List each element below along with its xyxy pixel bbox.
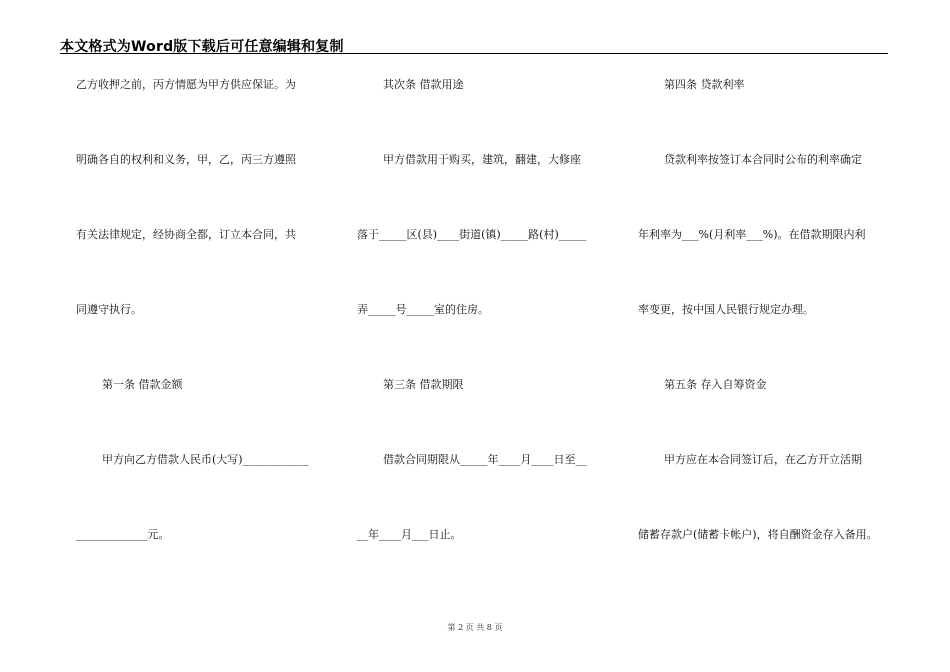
column-2-heading-article-3: 第三条 借款期限: [383, 378, 464, 391]
column-2-line-6: 借款合同期限从_____年____月____日至__: [383, 453, 587, 466]
document-header-title: 本文格式为Word版下载后可任意编辑和复制: [60, 39, 344, 55]
column-2-line-2: 甲方借款用于购买，建筑，翻建，大修座: [383, 153, 581, 166]
column-1-line-7: _____________元。: [76, 528, 170, 541]
column-3-line-7: 储蓄存款户(储蓄卡帐户)，将自酬资金存入备用。: [638, 528, 878, 541]
column-2-line-4: 弄_____号_____室的住房。: [357, 303, 489, 316]
column-2-heading-article-2: 其次条 借款用途: [383, 78, 464, 91]
column-1-line-4: 同遵守执行。: [76, 303, 142, 316]
column-1-line-3: 有关法律规定，经协商全都，订立本合同，共: [76, 228, 296, 241]
column-2-line-3: 落于_____区(县)____街道(镇)_____路(村)_____: [357, 228, 587, 241]
page-number-footer: 第 2 页 共 8 页: [447, 623, 503, 632]
column-1-line-2: 明确各自的权利和义务，甲，乙，丙三方遵照: [76, 153, 296, 166]
column-1-heading-article-1: 第一条 借款金额: [102, 378, 183, 391]
column-3-heading-article-4: 第四条 贷款利率: [664, 78, 745, 91]
column-3-line-2: 贷款利率按签订本合同时公布的利率确定: [664, 153, 862, 166]
header-divider: [60, 53, 888, 54]
column-3-heading-article-5: 第五条 存入自筹资金: [664, 378, 767, 391]
column-1-line-6: 甲方向乙方借款人民币(大写)____________: [102, 453, 309, 466]
column-3-line-6: 甲方应在本合同签订后，在乙方开立活期: [664, 453, 862, 466]
column-1-line-1: 乙方收押之前，丙方情愿为甲方供应保证。为: [76, 78, 296, 91]
column-2-line-7: __年____月___日止。: [357, 528, 462, 541]
column-3-line-3: 年利率为___%(月利率___%)。在借款期限内利: [638, 228, 866, 241]
column-3-line-4: 率变更，按中国人民银行规定办理。: [638, 303, 814, 316]
